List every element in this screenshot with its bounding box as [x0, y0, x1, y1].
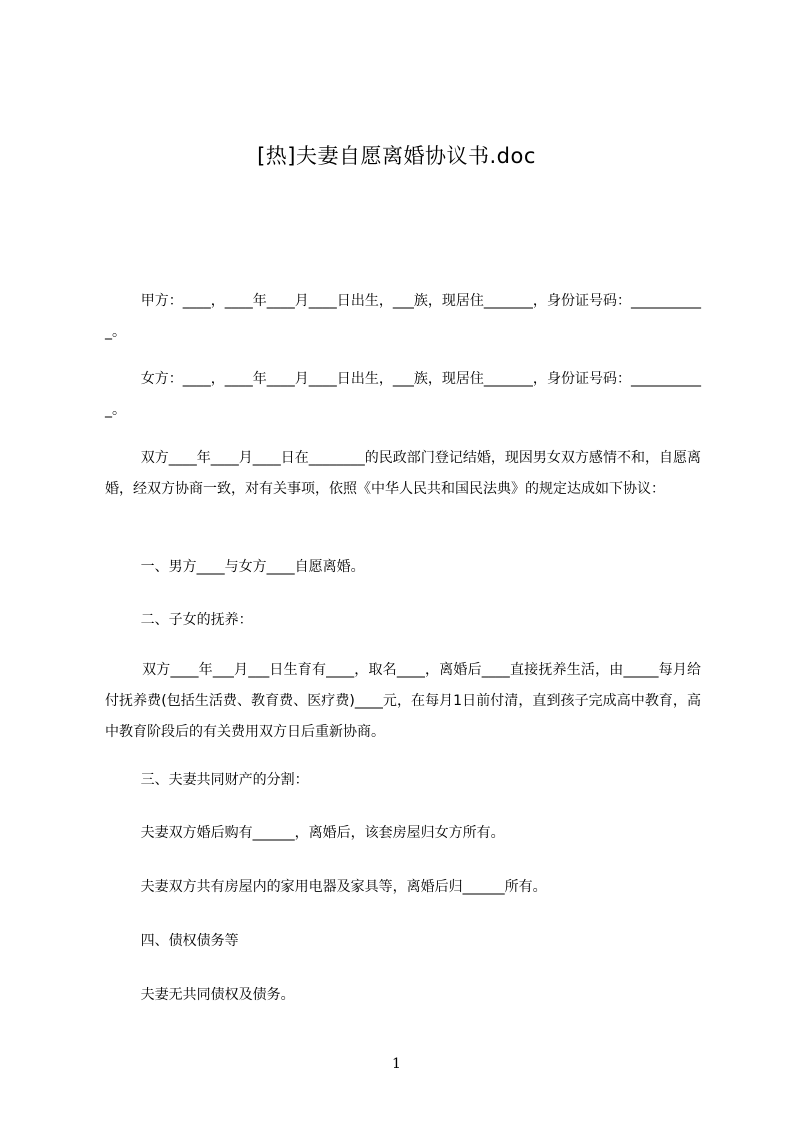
- party-b-paragraph: 女方：____，____年____月____日出生，___族，现居住_______，身份证号码：___________。: [105, 371, 702, 418]
- document-title: [热]夫妻自愿离婚协议书.doc: [257, 144, 536, 168]
- clause-1-heading: 一、男方____与女方____自愿离婚。: [105, 559, 365, 575]
- clause-4-heading: 四、债权债务等: [105, 933, 239, 949]
- clause-2-heading: 二、子女的抚养：: [105, 612, 253, 628]
- property-furniture-paragraph: 夫妻双方共有房屋内的家用电器及家具等，离婚后归______所有。: [105, 879, 547, 895]
- debt-paragraph: 夫妻无共同债权及债务。: [105, 987, 295, 1003]
- page-number: 1: [392, 1056, 401, 1072]
- property-house-paragraph: 夫妻双方婚后购有______，离婚后，该套房屋归女方所有。: [105, 825, 505, 841]
- party-a-paragraph: 甲方：____，____年____月____日出生，___族，现居住_______，身份证号码：___________。: [105, 293, 702, 340]
- child-custody-paragraph: 双方____年___月___日生育有____，取名____，离婚后____直接抚养生活，由_____每月给付抚养费(包括生活费、教育费、医疗费)____元，在每月1日前付清，直到孩子完成高中教育，高中教育阶段后的有关费用双方日后重新协商。: [105, 662, 702, 740]
- clause-3-heading: 三、夫妻共同财产的分割：: [105, 772, 309, 788]
- marriage-paragraph: 双方____年____月____日在________的民政部门登记结婚，现因男女双方感情不和，自愿离婚，经双方协商一致，对有关事项，依照《中华人民共和国民法典》的规定达成如下协议：: [105, 450, 702, 497]
